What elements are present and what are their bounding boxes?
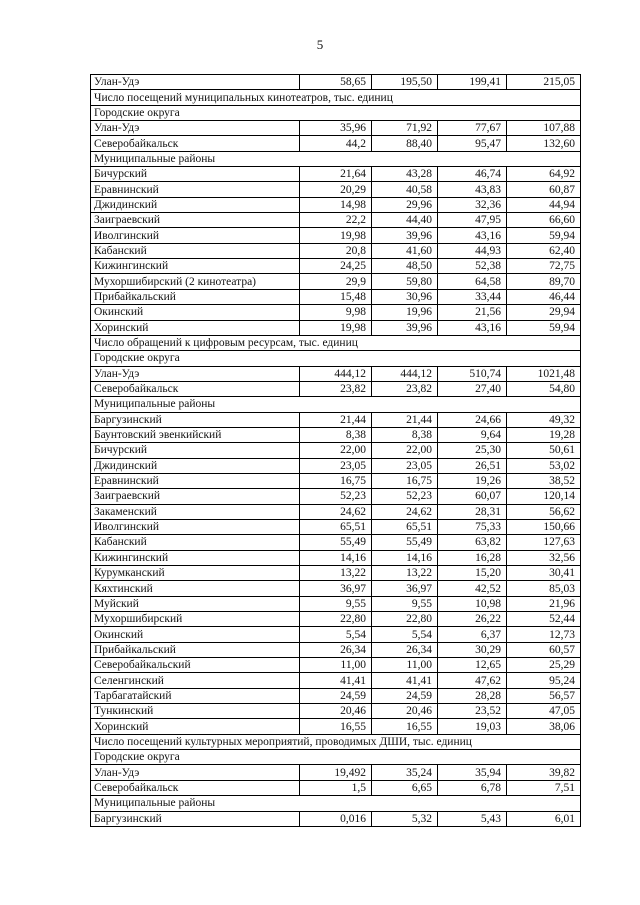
table-row (91, 381, 581, 396)
row-label: Мухоршибирский (2 кинотеатра) (91, 274, 300, 289)
value-cell: 19,28 (507, 427, 581, 442)
value-cell: 77,67 (438, 121, 507, 136)
row-label: Прибайкальский (91, 289, 300, 304)
value-cell: 47,05 (507, 704, 581, 719)
value-cell: 64,58 (438, 274, 507, 289)
value-cell: 35,24 (372, 765, 438, 780)
value-cell: 35,94 (438, 765, 507, 780)
value-cell: 52,38 (438, 259, 507, 274)
section-header: Городские округа (91, 750, 581, 765)
table-row (91, 627, 581, 642)
value-cell: 24,62 (300, 504, 372, 519)
value-cell: 39,96 (372, 228, 438, 243)
value-cell: 30,96 (372, 289, 438, 304)
value-cell: 444,12 (372, 366, 438, 381)
value-cell: 44,94 (507, 197, 581, 212)
value-cell: 8,38 (372, 427, 438, 442)
value-cell: 59,80 (372, 274, 438, 289)
value-cell: 32,56 (507, 550, 581, 565)
value-cell: 72,75 (507, 259, 581, 274)
value-cell: 29,94 (507, 305, 581, 320)
value-cell: 95,47 (438, 136, 507, 151)
value-cell: 120,14 (507, 489, 581, 504)
value-cell: 60,87 (507, 182, 581, 197)
table-row (91, 136, 581, 151)
row-label: Окинский (91, 305, 300, 320)
table-row (91, 243, 581, 258)
value-cell: 22,80 (372, 612, 438, 627)
table-row (91, 473, 581, 488)
value-cell: 23,05 (372, 458, 438, 473)
value-cell: 14,16 (372, 550, 438, 565)
row-label: Мухоршибирский (91, 612, 300, 627)
value-cell: 23,52 (438, 704, 507, 719)
value-cell: 95,24 (507, 673, 581, 688)
row-label: Тарбагатайский (91, 688, 300, 703)
value-cell: 150,66 (507, 519, 581, 534)
value-cell: 29,9 (300, 274, 372, 289)
value-cell: 8,38 (300, 427, 372, 442)
value-cell: 7,51 (507, 780, 581, 795)
section-header-row (91, 105, 581, 120)
value-cell: 1021,48 (507, 366, 581, 381)
section-header-row (91, 351, 581, 366)
row-label: Северобайкальский (91, 658, 300, 673)
value-cell: 21,44 (300, 412, 372, 427)
row-label: Прибайкальский (91, 642, 300, 657)
row-label: Улан-Удэ (91, 121, 300, 136)
row-label: Бичурский (91, 167, 300, 182)
value-cell: 27,40 (438, 381, 507, 396)
value-cell: 85,03 (507, 581, 581, 596)
table-row (91, 320, 581, 335)
table-row (91, 213, 581, 228)
value-cell: 40,58 (372, 182, 438, 197)
row-label: Кижингинский (91, 259, 300, 274)
value-cell: 107,88 (507, 121, 581, 136)
value-cell: 9,55 (300, 596, 372, 611)
value-cell: 43,16 (438, 228, 507, 243)
row-label: Джидинский (91, 458, 300, 473)
row-label: Курумканский (91, 566, 300, 581)
value-cell: 19,492 (300, 765, 372, 780)
row-label: Баунтовский эвенкийский (91, 427, 300, 442)
table-row (91, 581, 581, 596)
table-row (91, 811, 581, 826)
value-cell: 21,44 (372, 412, 438, 427)
table-row (91, 197, 581, 212)
section-header-row (91, 397, 581, 412)
value-cell: 39,96 (372, 320, 438, 335)
value-cell: 16,75 (372, 473, 438, 488)
table-row (91, 612, 581, 627)
value-cell: 44,40 (372, 213, 438, 228)
value-cell: 9,98 (300, 305, 372, 320)
value-cell: 26,51 (438, 458, 507, 473)
value-cell: 44,93 (438, 243, 507, 258)
row-label: Баргузинский (91, 412, 300, 427)
section-header-row (91, 90, 581, 105)
value-cell: 24,25 (300, 259, 372, 274)
value-cell: 11,00 (300, 658, 372, 673)
value-cell: 10,98 (438, 596, 507, 611)
value-cell: 9,55 (372, 596, 438, 611)
value-cell: 52,44 (507, 612, 581, 627)
value-cell: 65,51 (300, 519, 372, 534)
value-cell: 20,46 (372, 704, 438, 719)
section-header-row (91, 335, 581, 350)
row-label: Заиграевский (91, 489, 300, 504)
value-cell: 19,96 (372, 305, 438, 320)
value-cell: 22,80 (300, 612, 372, 627)
value-cell: 60,07 (438, 489, 507, 504)
value-cell: 43,16 (438, 320, 507, 335)
value-cell: 41,41 (300, 673, 372, 688)
value-cell: 71,92 (372, 121, 438, 136)
value-cell: 21,96 (507, 596, 581, 611)
value-cell: 42,52 (438, 581, 507, 596)
section-header: Городские округа (91, 105, 581, 120)
table-row (91, 182, 581, 197)
value-cell: 22,00 (300, 443, 372, 458)
value-cell: 55,49 (300, 535, 372, 550)
value-cell: 12,65 (438, 658, 507, 673)
value-cell: 5,54 (372, 627, 438, 642)
value-cell: 6,01 (507, 811, 581, 826)
row-label: Улан-Удэ (91, 366, 300, 381)
value-cell: 16,28 (438, 550, 507, 565)
value-cell: 35,96 (300, 121, 372, 136)
value-cell: 33,44 (438, 289, 507, 304)
value-cell: 59,94 (507, 320, 581, 335)
row-label: Северобайкальск (91, 780, 300, 795)
row-label: Северобайкальск (91, 136, 300, 151)
table-row (91, 489, 581, 504)
value-cell: 127,63 (507, 535, 581, 550)
table-row (91, 458, 581, 473)
value-cell: 19,03 (438, 719, 507, 734)
table-row (91, 719, 581, 734)
value-cell: 20,8 (300, 243, 372, 258)
value-cell: 43,28 (372, 167, 438, 182)
value-cell: 41,41 (372, 673, 438, 688)
value-cell: 49,32 (507, 412, 581, 427)
value-cell: 5,43 (438, 811, 507, 826)
value-cell: 15,48 (300, 289, 372, 304)
table-row (91, 504, 581, 519)
value-cell: 48,50 (372, 259, 438, 274)
value-cell: 0,016 (300, 811, 372, 826)
row-label: Иволгинский (91, 519, 300, 534)
table-row (91, 412, 581, 427)
value-cell: 6,78 (438, 780, 507, 795)
value-cell: 52,23 (300, 489, 372, 504)
table-row (91, 167, 581, 182)
value-cell: 5,54 (300, 627, 372, 642)
value-cell: 39,82 (507, 765, 581, 780)
value-cell: 16,75 (300, 473, 372, 488)
value-cell: 6,65 (372, 780, 438, 795)
value-cell: 56,62 (507, 504, 581, 519)
row-label: Хоринский (91, 320, 300, 335)
row-label: Иволгинский (91, 228, 300, 243)
value-cell: 11,00 (372, 658, 438, 673)
section-header: Муниципальные районы (91, 796, 581, 811)
value-cell: 47,62 (438, 673, 507, 688)
value-cell: 23,82 (300, 381, 372, 396)
table-row (91, 274, 581, 289)
row-label: Джидинский (91, 197, 300, 212)
value-cell: 132,60 (507, 136, 581, 151)
row-label: Селенгинский (91, 673, 300, 688)
row-label: Муйский (91, 596, 300, 611)
value-cell: 23,82 (372, 381, 438, 396)
row-label: Еравнинский (91, 182, 300, 197)
value-cell: 25,29 (507, 658, 581, 673)
table-row (91, 366, 581, 381)
table-row (91, 566, 581, 581)
row-label: Окинский (91, 627, 300, 642)
value-cell: 43,83 (438, 182, 507, 197)
row-label: Северобайкальск (91, 381, 300, 396)
table-row (91, 305, 581, 320)
value-cell: 41,60 (372, 243, 438, 258)
section-header-row (91, 796, 581, 811)
value-cell: 30,29 (438, 642, 507, 657)
row-label: Улан-Удэ (91, 765, 300, 780)
table-row (91, 704, 581, 719)
value-cell: 20,46 (300, 704, 372, 719)
value-cell: 15,20 (438, 566, 507, 581)
section-header: Городские округа (91, 351, 581, 366)
value-cell: 58,65 (300, 75, 372, 90)
section-header-row (91, 151, 581, 166)
value-cell: 66,60 (507, 213, 581, 228)
table-row (91, 642, 581, 657)
value-cell: 13,22 (300, 566, 372, 581)
value-cell: 26,34 (300, 642, 372, 657)
table-row (91, 519, 581, 534)
value-cell: 19,26 (438, 473, 507, 488)
value-cell: 36,97 (300, 581, 372, 596)
value-cell: 444,12 (300, 366, 372, 381)
value-cell: 36,97 (372, 581, 438, 596)
row-label: Кабанский (91, 243, 300, 258)
value-cell: 38,52 (507, 473, 581, 488)
section-header-row (91, 734, 581, 749)
row-label: Хоринский (91, 719, 300, 734)
section-header: Число посещений культурных мероприятий, проводимых ДШИ, тыс. единиц (91, 734, 581, 749)
table-row (91, 535, 581, 550)
table-row (91, 673, 581, 688)
row-label: Заиграевский (91, 213, 300, 228)
value-cell: 23,05 (300, 458, 372, 473)
value-cell: 63,82 (438, 535, 507, 550)
value-cell: 46,44 (507, 289, 581, 304)
value-cell: 46,74 (438, 167, 507, 182)
value-cell: 55,49 (372, 535, 438, 550)
row-label: Улан-Удэ (91, 75, 300, 90)
value-cell: 29,96 (372, 197, 438, 212)
value-cell: 75,33 (438, 519, 507, 534)
table-row (91, 289, 581, 304)
row-label: Кяхтинский (91, 581, 300, 596)
value-cell: 14,16 (300, 550, 372, 565)
section-header: Число посещений муниципальных кинотеатров, тыс. единиц (91, 90, 581, 105)
value-cell: 54,80 (507, 381, 581, 396)
table-row (91, 596, 581, 611)
value-cell: 12,73 (507, 627, 581, 642)
value-cell: 62,40 (507, 243, 581, 258)
table-row (91, 765, 581, 780)
table-row (91, 658, 581, 673)
value-cell: 26,22 (438, 612, 507, 627)
value-cell: 14,98 (300, 197, 372, 212)
value-cell: 47,95 (438, 213, 507, 228)
table-row (91, 121, 581, 136)
value-cell: 21,56 (438, 305, 507, 320)
table-row (91, 427, 581, 442)
value-cell: 56,57 (507, 688, 581, 703)
value-cell: 215,05 (507, 75, 581, 90)
row-label: Тункинский (91, 704, 300, 719)
section-header: Муниципальные районы (91, 397, 581, 412)
row-label: Еравнинский (91, 473, 300, 488)
value-cell: 19,98 (300, 228, 372, 243)
section-header-row (91, 750, 581, 765)
value-cell: 20,29 (300, 182, 372, 197)
value-cell: 59,94 (507, 228, 581, 243)
value-cell: 22,2 (300, 213, 372, 228)
value-cell: 16,55 (372, 719, 438, 734)
value-cell: 26,34 (372, 642, 438, 657)
value-cell: 89,70 (507, 274, 581, 289)
value-cell: 199,41 (438, 75, 507, 90)
value-cell: 50,61 (507, 443, 581, 458)
value-cell: 1,5 (300, 780, 372, 795)
value-cell: 24,66 (438, 412, 507, 427)
value-cell: 52,23 (372, 489, 438, 504)
section-header: Муниципальные районы (91, 151, 581, 166)
value-cell: 28,28 (438, 688, 507, 703)
value-cell: 16,55 (300, 719, 372, 734)
value-cell: 88,40 (372, 136, 438, 151)
value-cell: 64,92 (507, 167, 581, 182)
row-label: Бичурский (91, 443, 300, 458)
table-row (91, 259, 581, 274)
value-cell: 28,31 (438, 504, 507, 519)
value-cell: 195,50 (372, 75, 438, 90)
value-cell: 510,74 (438, 366, 507, 381)
page-number: 5 (316, 37, 324, 52)
statistics-table-body (91, 75, 581, 827)
value-cell: 21,64 (300, 167, 372, 182)
value-cell: 44,2 (300, 136, 372, 151)
statistics-table (90, 74, 581, 827)
value-cell: 60,57 (507, 642, 581, 657)
value-cell: 9,64 (438, 427, 507, 442)
row-label: Кабанский (91, 535, 300, 550)
table-row (91, 688, 581, 703)
value-cell: 24,59 (372, 688, 438, 703)
table-row (91, 780, 581, 795)
table-row (91, 443, 581, 458)
table-row (91, 550, 581, 565)
value-cell: 38,06 (507, 719, 581, 734)
value-cell: 25,30 (438, 443, 507, 458)
table-row (91, 75, 581, 90)
value-cell: 24,59 (300, 688, 372, 703)
table-row (91, 228, 581, 243)
value-cell: 6,37 (438, 627, 507, 642)
value-cell: 53,02 (507, 458, 581, 473)
value-cell: 24,62 (372, 504, 438, 519)
value-cell: 5,32 (372, 811, 438, 826)
value-cell: 22,00 (372, 443, 438, 458)
value-cell: 65,51 (372, 519, 438, 534)
value-cell: 19,98 (300, 320, 372, 335)
value-cell: 13,22 (372, 566, 438, 581)
value-cell: 32,36 (438, 197, 507, 212)
row-label: Кижингинский (91, 550, 300, 565)
row-label: Закаменский (91, 504, 300, 519)
value-cell: 30,41 (507, 566, 581, 581)
section-header: Число обращений к цифровым ресурсам, тыс. единиц (91, 335, 581, 350)
row-label: Баргузинский (91, 811, 300, 826)
